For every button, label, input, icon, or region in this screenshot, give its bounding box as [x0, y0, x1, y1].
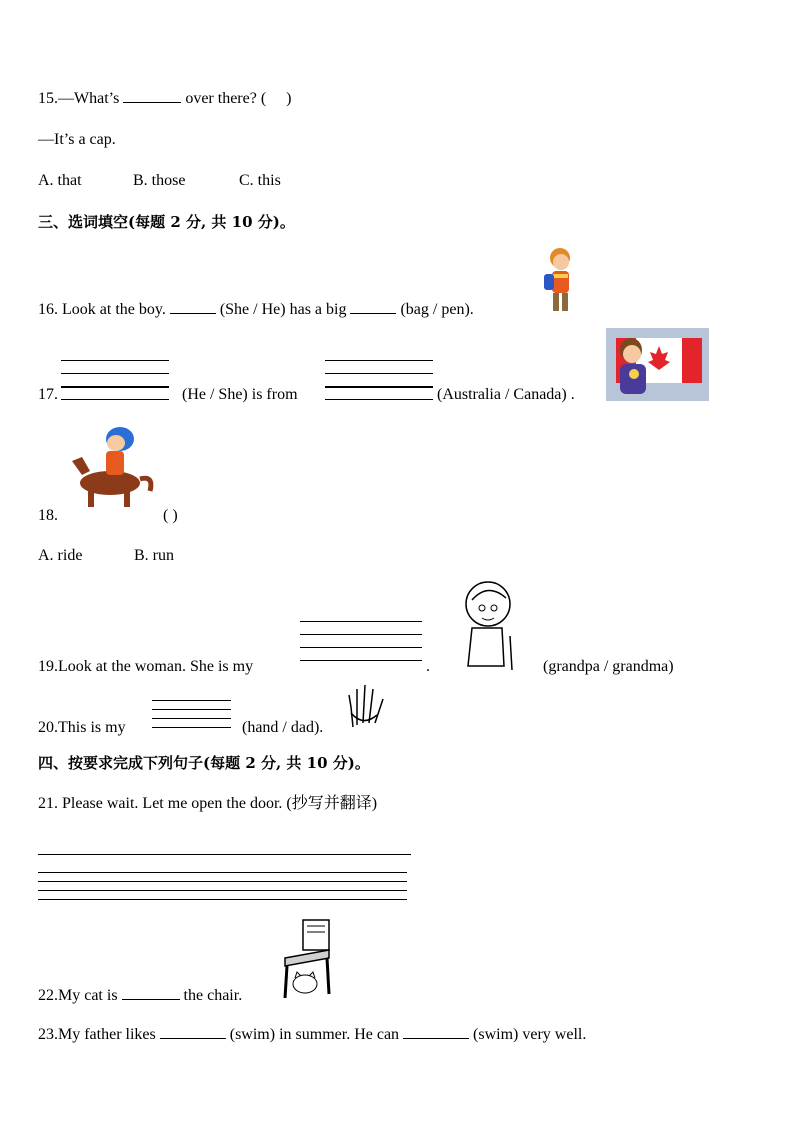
q23-text-c: (swim) very well.: [473, 1026, 587, 1043]
q15-text-b: over there? (: [185, 90, 267, 107]
q18-number: 18.: [38, 507, 58, 524]
cat-under-chair-image: [279, 918, 335, 1000]
q22-line: [38, 985, 242, 1006]
q22-text-a: 22.My cat is: [38, 987, 118, 1004]
q18-paren[interactable]: ( ): [163, 507, 178, 524]
q16-text-b: (She / He) has a big: [219, 301, 347, 318]
q16-text-c: (bag / pen).: [400, 301, 474, 318]
q15-text-a: 15.—What’s: [38, 90, 120, 107]
grandma-image: [458, 578, 528, 672]
q17-writing-lines-2[interactable]: [325, 360, 433, 402]
q19-text: 19.Look at the woman. She is my: [38, 658, 254, 675]
q16-line: [38, 299, 474, 320]
q17-text-end: (Australia / Canada) .: [437, 386, 575, 403]
q18-option-b[interactable]: B. run: [134, 547, 174, 564]
q20-text-b: (hand / dad).: [242, 719, 324, 736]
q20-writing-lines[interactable]: [152, 700, 231, 730]
q15-option-a[interactable]: A. that: [38, 172, 82, 189]
q19-choice: (grandpa / grandma): [543, 658, 674, 675]
boy-riding-horse-image: [62, 413, 157, 513]
q21-text: 21. Please wait. Let me open the door. (抄写并翻译): [38, 795, 378, 812]
q16-blank-2[interactable]: [350, 299, 396, 314]
section3-title: 三、选词填空(每题 2 分, 共 10 分)。: [38, 213, 295, 231]
q15-line2: —It’s a cap.: [38, 131, 116, 148]
q16-text-a: 16. Look at the boy.: [38, 301, 166, 318]
q17-text-mid: (He / She) is from: [182, 386, 298, 403]
q22-text-b: the chair.: [183, 987, 243, 1004]
q15-line1: [38, 88, 292, 109]
section4-title: 四、按要求完成下列句子(每题 2 分, 共 10 分)。: [38, 754, 370, 772]
q15-text-c: ): [286, 90, 292, 107]
q21-answer-line[interactable]: [38, 854, 411, 858]
q23-blank-2[interactable]: [403, 1024, 469, 1039]
q18-option-a[interactable]: A. ride: [38, 547, 83, 564]
q15-option-c[interactable]: C. this: [239, 172, 281, 189]
q15-blank[interactable]: [123, 88, 181, 103]
q21-writing-lines[interactable]: [38, 872, 407, 900]
q22-blank[interactable]: [122, 985, 180, 1000]
q23-blank-1[interactable]: [160, 1024, 226, 1039]
q23-text-b: (swim) in summer. He can: [229, 1026, 400, 1043]
hand-image: [345, 683, 389, 729]
q15-option-b[interactable]: B. those: [133, 172, 186, 189]
q19-dot: .: [426, 658, 430, 675]
q17-writing-lines-1[interactable]: [61, 360, 169, 402]
q16-blank-1[interactable]: [170, 299, 216, 314]
q23-text-a: 23.My father likes: [38, 1026, 156, 1043]
q17-number: 17.: [38, 386, 58, 403]
q19-writing-lines[interactable]: [300, 621, 422, 661]
q20-text-a: 20.This is my: [38, 719, 126, 736]
q23-line: [38, 1024, 586, 1045]
canada-flag-boy-image: [606, 328, 709, 401]
boy-with-backpack-image: [540, 244, 580, 316]
